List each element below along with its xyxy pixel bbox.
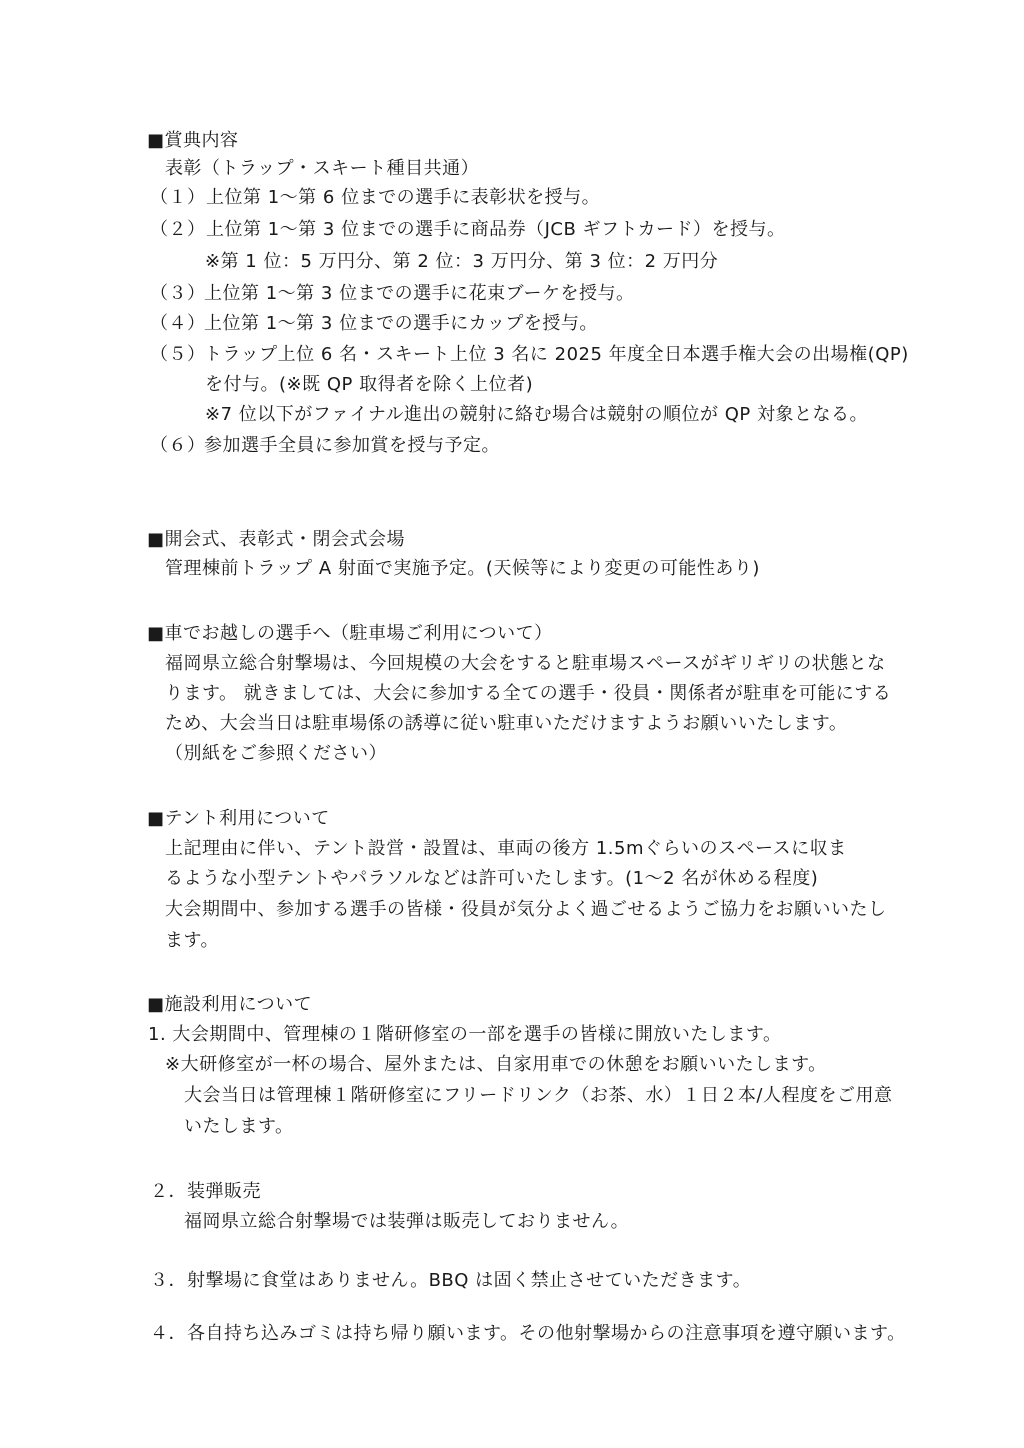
award-item-5-note: ※7 位以下がファイナル進出の競射に絡む場合は競射の順位が QP 対象となる。 (205, 404, 868, 425)
award-item-6-num: （６） (150, 435, 206, 456)
tent-line-1: 上記理由に伴い、テント設営・設置は、車両の後方 1.5mぐらいのスペースに収ま (165, 838, 847, 859)
ceremony-text: 管理棟前トラップ A 射面で実施予定。(天候等により変更の可能性あり) (165, 558, 760, 579)
parking-line-1: 福岡県立総合射撃場は、今回規模の大会をすると駐車場スペースがギリギリの状態とな (165, 653, 886, 674)
facility-item-4: ４．各自持ち込みゴミは持ち帰り願います。その他射撃場からの注意事項を遵守願います。 (150, 1323, 906, 1344)
parking-heading: ■車でお越しの選手へ（駐車場ご利用について） (147, 623, 553, 644)
facility-item-2-text: 福岡県立総合射撃場では装弾は販売しておりません。 (184, 1211, 630, 1232)
award-item-4-num: （４） (150, 313, 206, 334)
facility-item-1-line-4: いたします。 (184, 1116, 294, 1137)
facility-item-1-line-2: ※大研修室が一杯の場合、屋外または、自家用車での休憩をお願いいたします。 (165, 1054, 827, 1075)
facility-item-2-title: ２．装弾販売 (150, 1181, 261, 1202)
facility-heading: ■施設利用について (147, 994, 313, 1015)
tent-line-3: 大会期間中、参加する選手の皆様・役員が気分よく過ごせるようご協力をお願いいたし (165, 899, 887, 920)
award-item-1-num: （１） (150, 187, 206, 208)
award-item-2-num: （２） (150, 219, 206, 240)
parking-line-3: ため、大会当日は駐車場係の誘導に従い駐車いただけますようお願いいたします。 (165, 713, 848, 734)
facility-item-3: ３．射撃場に食堂はありません。BBQ は固く禁止させていただきます。 (150, 1270, 752, 1291)
award-item-5-num: （５） (150, 344, 206, 365)
award-item-4-text: 上位第 1～第 3 位までの選手にカップを授与。 (204, 313, 598, 334)
award-item-5-text: トラップ上位 6 名・スキート上位 3 名に 2025 年度全日本選手権大会の出場権(QP) (204, 344, 909, 365)
parking-line-2: ります。 就きましては、大会に参加する全ての選手・役員・関係者が駐車を可能にする (165, 683, 892, 704)
facility-item-1-line-3: 大会当日は管理棟１階研修室にフリードリンク（お茶、水）１日２本/人程度をご用意 (184, 1085, 893, 1106)
parking-line-4: （別紙をご参照ください） (165, 743, 387, 764)
award-item-3-num: （３） (150, 283, 206, 304)
award-item-1-text: 上位第 1～第 6 位までの選手に表彰状を授与。 (206, 187, 601, 208)
tent-line-2: るような小型テントやパラソルなどは許可いたします。(1～2 名が休める程度) (165, 868, 819, 889)
award-item-2-note: ※第 1 位：5 万円分、第 2 位：3 万円分、第 3 位：2 万円分 (205, 251, 719, 272)
tent-line-4: ます。 (165, 930, 220, 951)
tent-heading: ■テント利用について (147, 808, 330, 829)
award-item-3-text: 上位第 1～第 3 位までの選手に花束ブーケを授与。 (204, 283, 635, 304)
award-item-5-line2: を付与。(※既 QP 取得者を除く上位者) (205, 374, 534, 395)
awards-subheading: 表彰（トラップ・スキート種目共通） (165, 158, 480, 179)
award-item-2-text: 上位第 1～第 3 位までの選手に商品券（JCB ギフトカード）を授与。 (206, 219, 786, 240)
award-item-6-text: 参加選手全員に参加賞を授与予定。 (204, 435, 500, 456)
awards-heading: ■賞典内容 (147, 130, 239, 151)
facility-item-1-line-1: 1. 大会期間中、管理棟の１階研修室の一部を選手の皆様に開放いたします。 (148, 1024, 782, 1045)
ceremony-heading: ■開会式、表彰式・閉会式会場 (147, 529, 406, 550)
